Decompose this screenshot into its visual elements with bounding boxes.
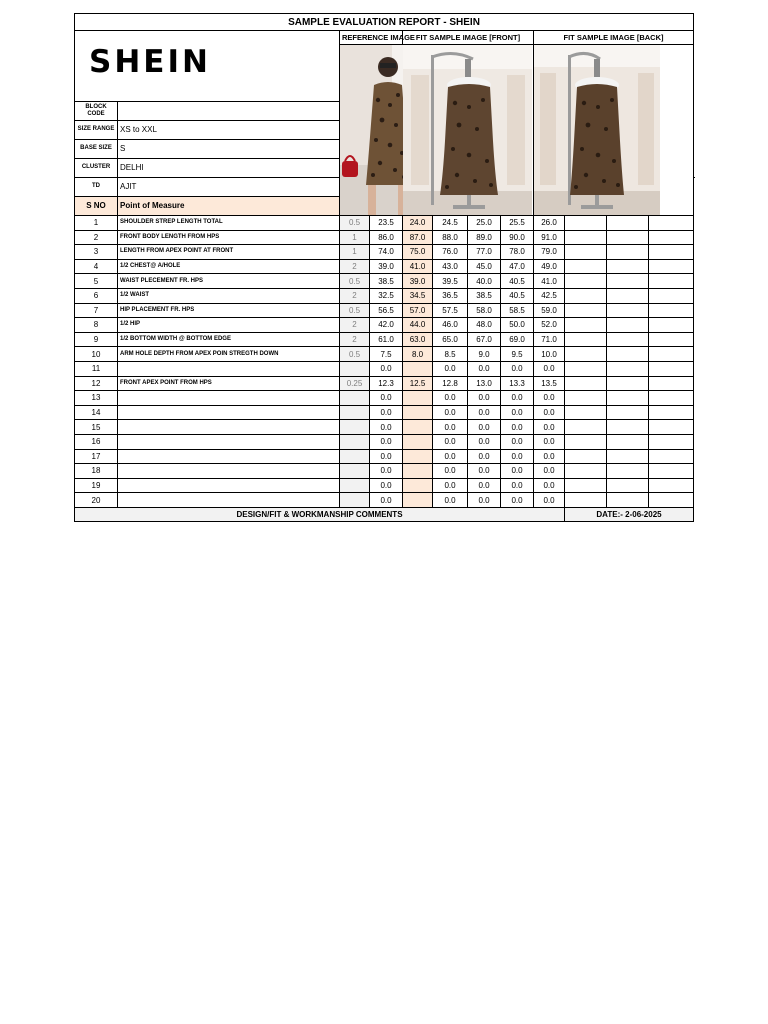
row-value-m: 12.8 — [433, 376, 468, 391]
row-diff — [607, 434, 649, 449]
row-point-of-measure: SHOULDER STREP LENGTH TOTAL — [118, 216, 340, 231]
row-grade-rule: 2 — [340, 332, 370, 347]
back-image-header: FIT SAMPLE IMAGE [BACK] — [534, 31, 694, 45]
row-value-xxl: 0.0 — [534, 464, 565, 479]
row-value-l: 58.0 — [468, 303, 501, 318]
row-value-xs: 0.0 — [370, 449, 403, 464]
row-value-xs: 0.0 — [370, 478, 403, 493]
row-point-of-measure: 1/2 CHEST@ A/HOLE — [118, 259, 340, 274]
row-value-m: 39.5 — [433, 274, 468, 289]
row-value-xxl: 91.0 — [534, 230, 565, 245]
row-remark — [649, 361, 694, 376]
row-value-xl: 0.0 — [501, 420, 534, 435]
row-point-of-measure — [118, 464, 340, 479]
row-value-m: 0.0 — [433, 391, 468, 406]
row-diff — [607, 361, 649, 376]
row-point-of-measure — [118, 361, 340, 376]
row-sno: 16 — [75, 434, 118, 449]
row-point-of-measure — [118, 478, 340, 493]
row-value-m: 0.0 — [433, 449, 468, 464]
row-value-m: 8.5 — [433, 347, 468, 362]
table-row — [75, 420, 694, 435]
row-remark — [649, 230, 694, 245]
row-value-xxl: 10.0 — [534, 347, 565, 362]
row-sample-specs — [565, 259, 607, 274]
row-value-xl: 0.0 — [501, 464, 534, 479]
row-grade-rule — [340, 420, 370, 435]
row-value-s: 63.0 — [403, 332, 433, 347]
row-sno: 13 — [75, 391, 118, 406]
row-value-s — [403, 361, 433, 376]
row-value-s — [403, 420, 433, 435]
row-grade-rule — [340, 361, 370, 376]
row-value-s — [403, 405, 433, 420]
row-sample-specs — [565, 318, 607, 333]
row-value-xxl: 0.0 — [534, 434, 565, 449]
row-value-xxl: 41.0 — [534, 274, 565, 289]
row-value-l: 0.0 — [468, 449, 501, 464]
field-label: BASE SIZE — [75, 139, 118, 158]
brand-logo: SHEIN — [89, 43, 211, 80]
row-diff — [607, 259, 649, 274]
brand-logo-cell — [75, 31, 340, 102]
row-value-s: 8.0 — [403, 347, 433, 362]
row-diff — [607, 332, 649, 347]
row-value-xl: 40.5 — [501, 274, 534, 289]
reference-image-header: REFERENCE IMAGE — [340, 31, 403, 45]
row-point-of-measure: ARM HOLE DEPTH FROM APEX POIN STREGTH DOWN — [118, 347, 340, 362]
fit-sample-back-image — [534, 45, 694, 216]
row-value-m: 0.0 — [433, 478, 468, 493]
row-sno: 14 — [75, 405, 118, 420]
row-sno: 2 — [75, 230, 118, 245]
row-grade-rule: 0.5 — [340, 303, 370, 318]
row-grade-rule: 2 — [340, 288, 370, 303]
row-value-m: 36.5 — [433, 288, 468, 303]
row-sno: 12 — [75, 376, 118, 391]
table-row — [75, 259, 694, 274]
row-sample-specs — [565, 274, 607, 289]
row-value-xxl: 49.0 — [534, 259, 565, 274]
row-value-l: 48.0 — [468, 318, 501, 333]
row-value-xl: 90.0 — [501, 230, 534, 245]
row-value-l: 0.0 — [468, 434, 501, 449]
row-sample-specs — [565, 245, 607, 260]
row-point-of-measure: 1/2 HIP — [118, 318, 340, 333]
row-remark — [649, 478, 694, 493]
row-sample-specs — [565, 332, 607, 347]
field-value-td: AJIT — [118, 177, 340, 196]
row-value-l: 45.0 — [468, 259, 501, 274]
row-sample-specs — [565, 288, 607, 303]
row-grade-rule: 2 — [340, 318, 370, 333]
row-value-xl: 0.0 — [501, 391, 534, 406]
row-point-of-measure — [118, 391, 340, 406]
row-value-xs: 42.0 — [370, 318, 403, 333]
row-point-of-measure: FRONT APEX POINT FROM HPS — [118, 376, 340, 391]
row-value-xxl: 59.0 — [534, 303, 565, 318]
row-value-s: 24.0 — [403, 216, 433, 231]
row-remark — [649, 391, 694, 406]
row-value-xxl: 0.0 — [534, 478, 565, 493]
row-value-xs: 0.0 — [370, 434, 403, 449]
row-sno: 9 — [75, 332, 118, 347]
row-remark — [649, 288, 694, 303]
row-diff — [607, 420, 649, 435]
table-row — [75, 303, 694, 318]
row-sno: 18 — [75, 464, 118, 479]
row-grade-rule — [340, 449, 370, 464]
table-row — [75, 391, 694, 406]
row-value-s: 44.0 — [403, 318, 433, 333]
fit-sample-front-image — [403, 45, 534, 216]
row-value-xxl: 26.0 — [534, 216, 565, 231]
row-value-xxl: 79.0 — [534, 245, 565, 260]
row-diff — [607, 464, 649, 479]
row-sno: 19 — [75, 478, 118, 493]
row-sample-specs — [565, 405, 607, 420]
row-value-m: 46.0 — [433, 318, 468, 333]
row-value-l: 0.0 — [468, 361, 501, 376]
row-diff — [607, 478, 649, 493]
row-remark — [649, 259, 694, 274]
row-remark — [649, 332, 694, 347]
row-value-xl: 47.0 — [501, 259, 534, 274]
row-value-xs: 12.3 — [370, 376, 403, 391]
row-value-l: 40.0 — [468, 274, 501, 289]
report-title: SAMPLE EVALUATION REPORT - SHEIN — [75, 14, 694, 31]
row-remark — [649, 464, 694, 479]
row-value-s — [403, 493, 433, 508]
row-point-of-measure: 1/2 BOTTOM WIDTH @ BOTTOM EDGE — [118, 332, 340, 347]
row-value-l: 38.5 — [468, 288, 501, 303]
row-value-xxl: 52.0 — [534, 318, 565, 333]
table-row — [75, 332, 694, 347]
row-grade-rule: 0.5 — [340, 216, 370, 231]
table-row — [75, 434, 694, 449]
row-value-xxl: 0.0 — [534, 391, 565, 406]
row-grade-rule — [340, 405, 370, 420]
row-sample-specs — [565, 230, 607, 245]
row-value-xs: 0.0 — [370, 493, 403, 508]
row-value-xs: 74.0 — [370, 245, 403, 260]
reference-image — [340, 45, 403, 216]
row-grade-rule: 1 — [340, 230, 370, 245]
row-value-s: 57.0 — [403, 303, 433, 318]
row-sample-specs — [565, 434, 607, 449]
row-value-l: 67.0 — [468, 332, 501, 347]
row-grade-rule: 2 — [340, 259, 370, 274]
row-value-xxl: 71.0 — [534, 332, 565, 347]
row-value-xl: 58.5 — [501, 303, 534, 318]
row-diff — [607, 303, 649, 318]
row-grade-rule: 0.5 — [340, 347, 370, 362]
row-value-xl: 50.0 — [501, 318, 534, 333]
field-label: CLUSTER — [75, 158, 118, 177]
row-sno: 11 — [75, 361, 118, 376]
row-sample-specs — [565, 493, 607, 508]
row-sample-specs — [565, 420, 607, 435]
table-row — [75, 464, 694, 479]
row-value-xl: 13.3 — [501, 376, 534, 391]
row-sno: 20 — [75, 493, 118, 508]
row-value-xs: 32.5 — [370, 288, 403, 303]
row-value-xs: 0.0 — [370, 420, 403, 435]
row-value-s: 75.0 — [403, 245, 433, 260]
table-row — [75, 245, 694, 260]
row-sample-specs — [565, 449, 607, 464]
row-value-s — [403, 434, 433, 449]
row-value-s: 39.0 — [403, 274, 433, 289]
field-value-base-size: S — [118, 139, 340, 158]
row-remark — [649, 274, 694, 289]
table-row — [75, 361, 694, 376]
row-remark — [649, 405, 694, 420]
row-grade-rule: 0.5 — [340, 274, 370, 289]
row-value-l: 0.0 — [468, 405, 501, 420]
row-diff — [607, 318, 649, 333]
table-row — [75, 288, 694, 303]
report-date: DATE:- 2-06-2025 — [565, 507, 694, 522]
row-value-m: 0.0 — [433, 464, 468, 479]
row-sample-specs — [565, 361, 607, 376]
row-sno: 5 — [75, 274, 118, 289]
row-value-xs: 0.0 — [370, 464, 403, 479]
row-value-m: 57.5 — [433, 303, 468, 318]
col-point-of-measure: Point of Measure — [118, 196, 340, 216]
row-value-s: 41.0 — [403, 259, 433, 274]
row-value-xs: 86.0 — [370, 230, 403, 245]
row-diff — [607, 347, 649, 362]
row-point-of-measure — [118, 493, 340, 508]
row-remark — [649, 216, 694, 231]
table-row — [75, 274, 694, 289]
row-grade-rule — [340, 464, 370, 479]
row-sno: 3 — [75, 245, 118, 260]
row-value-xl: 0.0 — [501, 449, 534, 464]
row-value-xxl: 0.0 — [534, 493, 565, 508]
row-value-m: 0.0 — [433, 493, 468, 508]
row-value-xl: 0.0 — [501, 361, 534, 376]
row-value-l: 0.0 — [468, 464, 501, 479]
row-grade-rule — [340, 434, 370, 449]
field-value-cluster: DELHI — [118, 158, 340, 177]
row-value-l: 0.0 — [468, 478, 501, 493]
table-row — [75, 405, 694, 420]
row-value-l: 77.0 — [468, 245, 501, 260]
table-row — [75, 449, 694, 464]
row-value-m: 0.0 — [433, 361, 468, 376]
row-value-xs: 7.5 — [370, 347, 403, 362]
row-value-m: 88.0 — [433, 230, 468, 245]
row-remark — [649, 493, 694, 508]
row-point-of-measure — [118, 434, 340, 449]
row-grade-rule: 0.25 — [340, 376, 370, 391]
row-value-l: 25.0 — [468, 216, 501, 231]
row-sno: 8 — [75, 318, 118, 333]
report-table — [74, 13, 694, 522]
row-diff — [607, 274, 649, 289]
row-value-xxl: 0.0 — [534, 405, 565, 420]
row-value-m: 76.0 — [433, 245, 468, 260]
row-value-xs: 56.5 — [370, 303, 403, 318]
row-remark — [649, 303, 694, 318]
row-remark — [649, 434, 694, 449]
row-value-xxl: 0.0 — [534, 361, 565, 376]
row-point-of-measure: WAIST PLECEMENT FR. HPS — [118, 274, 340, 289]
row-value-xs: 0.0 — [370, 361, 403, 376]
row-remark — [649, 318, 694, 333]
table-row — [75, 216, 694, 231]
row-value-xl: 0.0 — [501, 405, 534, 420]
row-sno: 17 — [75, 449, 118, 464]
field-value-block-code — [118, 101, 340, 120]
comments-footer: DESIGN/FIT & WORKMANSHIP COMMENTS — [75, 507, 565, 522]
row-remark — [649, 376, 694, 391]
row-value-m: 24.5 — [433, 216, 468, 231]
row-point-of-measure — [118, 449, 340, 464]
row-value-xs: 38.5 — [370, 274, 403, 289]
row-value-xl: 9.5 — [501, 347, 534, 362]
row-sno: 7 — [75, 303, 118, 318]
row-sample-specs — [565, 464, 607, 479]
row-point-of-measure: FRONT BODY LENGTH FROM HPS — [118, 230, 340, 245]
row-sno: 10 — [75, 347, 118, 362]
row-value-m: 43.0 — [433, 259, 468, 274]
row-value-xl: 0.0 — [501, 493, 534, 508]
row-sample-specs — [565, 303, 607, 318]
row-remark — [649, 449, 694, 464]
row-sample-specs — [565, 216, 607, 231]
row-value-l: 89.0 — [468, 230, 501, 245]
row-value-s — [403, 449, 433, 464]
row-value-xl: 40.5 — [501, 288, 534, 303]
field-label: TD — [75, 177, 118, 196]
row-remark — [649, 245, 694, 260]
row-value-l: 0.0 — [468, 420, 501, 435]
row-sno: 1 — [75, 216, 118, 231]
field-label: SIZE RANGE — [75, 120, 118, 139]
row-value-xs: 0.0 — [370, 405, 403, 420]
evaluation-report — [74, 13, 693, 522]
row-grade-rule — [340, 478, 370, 493]
row-diff — [607, 493, 649, 508]
row-sample-specs — [565, 347, 607, 362]
table-row — [75, 478, 694, 493]
row-value-m: 0.0 — [433, 434, 468, 449]
row-value-xs: 61.0 — [370, 332, 403, 347]
col-sno: S NO — [75, 196, 118, 216]
row-point-of-measure: LENGTH FROM APEX POINT AT FRONT — [118, 245, 340, 260]
row-sno: 6 — [75, 288, 118, 303]
table-row — [75, 347, 694, 362]
row-value-m: 0.0 — [433, 420, 468, 435]
row-value-xl: 0.0 — [501, 434, 534, 449]
row-value-xs: 39.0 — [370, 259, 403, 274]
row-value-l: 9.0 — [468, 347, 501, 362]
row-value-s — [403, 478, 433, 493]
row-sample-specs — [565, 376, 607, 391]
row-grade-rule — [340, 391, 370, 406]
row-value-s: 34.5 — [403, 288, 433, 303]
row-grade-rule: 1 — [340, 245, 370, 260]
row-diff — [607, 405, 649, 420]
row-remark — [649, 420, 694, 435]
row-value-l: 0.0 — [468, 391, 501, 406]
table-row — [75, 230, 694, 245]
row-point-of-measure — [118, 405, 340, 420]
row-value-s — [403, 391, 433, 406]
row-sample-specs — [565, 478, 607, 493]
table-row — [75, 493, 694, 508]
row-point-of-measure: 1/2 WAIST — [118, 288, 340, 303]
row-value-xl: 78.0 — [501, 245, 534, 260]
row-value-xxl: 13.5 — [534, 376, 565, 391]
row-value-xl: 0.0 — [501, 478, 534, 493]
row-point-of-measure — [118, 420, 340, 435]
table-row — [75, 376, 694, 391]
row-value-m: 65.0 — [433, 332, 468, 347]
row-value-xs: 0.0 — [370, 391, 403, 406]
row-value-xxl: 42.5 — [534, 288, 565, 303]
row-grade-rule — [340, 493, 370, 508]
row-value-s — [403, 464, 433, 479]
front-image-header: FIT SAMPLE IMAGE [FRONT] — [403, 31, 534, 45]
field-value-size-range: XS to XXL — [118, 120, 340, 139]
table-row — [75, 318, 694, 333]
row-sno: 15 — [75, 420, 118, 435]
row-value-xs: 23.5 — [370, 216, 403, 231]
row-value-xl: 25.5 — [501, 216, 534, 231]
row-value-xl: 69.0 — [501, 332, 534, 347]
row-value-xxl: 0.0 — [534, 449, 565, 464]
row-value-l: 13.0 — [468, 376, 501, 391]
row-value-l: 0.0 — [468, 493, 501, 508]
row-remark — [649, 347, 694, 362]
row-diff — [607, 288, 649, 303]
row-value-xxl: 0.0 — [534, 420, 565, 435]
row-sample-specs — [565, 391, 607, 406]
row-value-s: 12.5 — [403, 376, 433, 391]
row-diff — [607, 391, 649, 406]
row-diff — [607, 216, 649, 231]
row-diff — [607, 230, 649, 245]
row-diff — [607, 449, 649, 464]
row-value-m: 0.0 — [433, 405, 468, 420]
row-diff — [607, 245, 649, 260]
field-label: BLOCK CODE — [75, 101, 118, 120]
row-value-s: 87.0 — [403, 230, 433, 245]
row-diff — [607, 376, 649, 391]
row-point-of-measure: HIP PLACEMENT FR. HPS — [118, 303, 340, 318]
row-sno: 4 — [75, 259, 118, 274]
